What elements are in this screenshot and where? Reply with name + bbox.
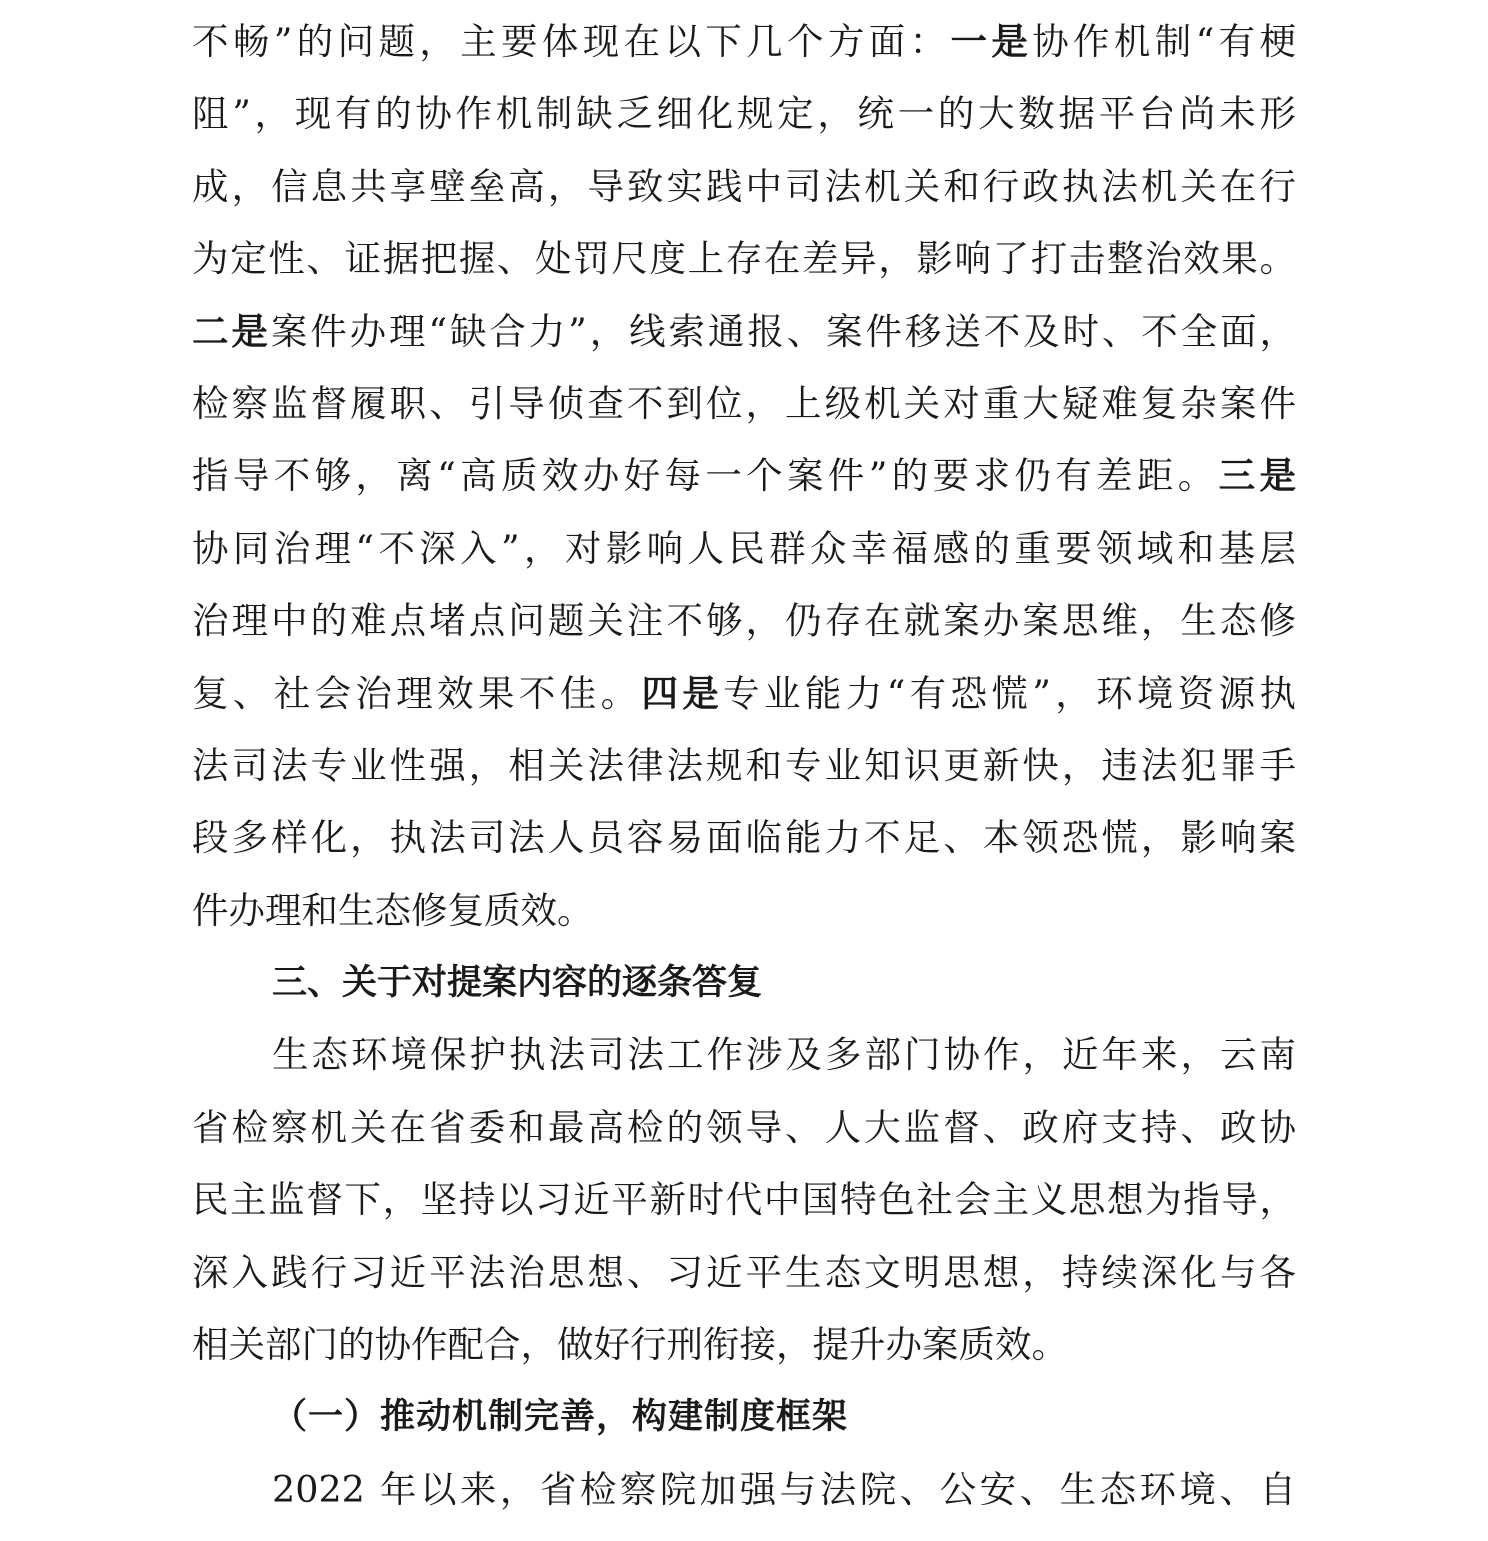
text-line <box>192 658 1296 730</box>
sub-heading: （一）推动机制完善，构建制度框架 <box>272 1396 849 1438</box>
section-heading: 三、关于对提案内容的逐条答复 <box>272 963 763 1004</box>
paragraph-overview <box>192 1019 1296 1381</box>
text-line: 协同治理“不深入”，对影响人民群众幸福感的重要领域和基层 <box>192 526 1296 570</box>
text-line: 段多样化，执法司法人员容易面临能力不足、本领恐慌，影响案 <box>192 816 1296 860</box>
text-span: 案件办理“缺合力”，线索通报、案件移送不及时、不全面， <box>270 309 1297 353</box>
bold-marker: 一是 <box>950 20 1033 63</box>
text-line: 2022 年以来，省检察院加强与法院、公安、生态环境、自 <box>272 1467 1296 1511</box>
text-span: 复、社会治理效果不佳。 <box>192 671 642 715</box>
text-span: 专业能力“有恐慌”，环境资源执 <box>723 671 1297 715</box>
text-line <box>192 6 1296 78</box>
text-line: 为定性、证据把握、处罚尺度上存在差异，影响了打击整治效果。 <box>192 237 1296 281</box>
bold-marker: 三是 <box>1218 454 1296 498</box>
text-line: 成，信息共享壁垒高，导致实践中司法机关和行政执法机关在行 <box>192 164 1296 208</box>
text-line: 阻”，现有的协作机制缺乏细化规定，统一的大数据平台尚未形 <box>192 92 1296 136</box>
document-page <box>192 6 1296 1526</box>
text-line: 件办理和生态修复质效。 <box>192 888 594 932</box>
paragraph-mechanism <box>192 1454 1296 1526</box>
text-line: 法司法专业性强，相关法律法规和专业知识更新快，违法犯罪手 <box>192 743 1296 787</box>
bold-marker: 四是 <box>641 671 724 715</box>
text-span: 指导不够，离“高质效办好每一个案件”的要求仍有差距。 <box>192 454 1219 498</box>
bold-marker: 二是 <box>192 309 271 353</box>
text-line: 深入践行习近平法治思想、习近平生态文明思想，持续深化与各 <box>192 1250 1296 1294</box>
text-line <box>192 440 1296 512</box>
text-line: 治理中的难点堵点问题关注不够，仍存在就案办案思维，生态修 <box>192 599 1296 643</box>
text-line: 省检察机关在省委和最高检的领导、人大监督、政府支持、政协 <box>192 1105 1296 1149</box>
text-span: 协作机制“有梗 <box>1032 20 1296 63</box>
text-line: 相关部门的协作配合，做好行刑衔接，提升办案质效。 <box>192 1323 1068 1367</box>
text-line: 民主监督下，坚持以习近平新时代中国特色社会主义思想为指导， <box>192 1178 1296 1222</box>
text-span: 不畅”的问题，主要体现在以下几个方面： <box>192 20 951 63</box>
text-line: 生态环境保护执法司法工作涉及多部门协作，近年来，云南 <box>272 1033 1296 1077</box>
text-line <box>192 296 1296 368</box>
text-line: 检察监督履职、引导侦查不到位，上级机关对重大疑难复杂案件 <box>192 381 1296 425</box>
paragraph-problems <box>192 6 1296 947</box>
